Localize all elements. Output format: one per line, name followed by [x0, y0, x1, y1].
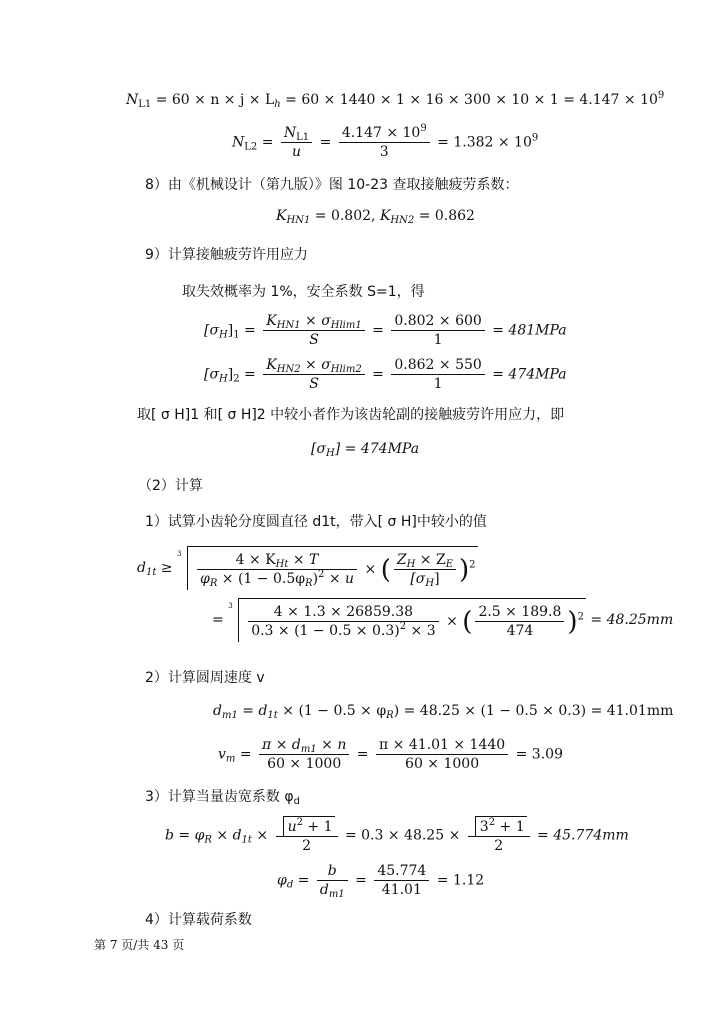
eq-text: × T — [288, 552, 319, 568]
eq-sup: 2 — [488, 817, 496, 828]
eq-text: = 45.774mm — [532, 827, 629, 844]
eq-sup: 2 — [577, 611, 584, 623]
fraction — [317, 862, 348, 899]
equation-phi-d: $\varphi_d$ = $\frac{b}{d_{m1}}$ = $\frac{45.774}{41.01}$ = 1.12 — [277, 863, 485, 900]
fraction — [394, 551, 456, 588]
eq-sub: H — [326, 448, 335, 459]
eq-text: ≥ — [156, 560, 177, 576]
eq-text: = 474MPa — [487, 366, 567, 383]
square-root — [279, 816, 335, 836]
eq-text: K — [266, 357, 277, 373]
eq-text: N — [283, 125, 297, 141]
eq-sub: R — [386, 710, 394, 721]
eq-sup: 2 — [469, 559, 476, 571]
eq-text: K — [276, 208, 287, 224]
choose-text: 取[ σ H]1 和[ σ H]2 中较小者作为该齿轮副的接触疲劳许用应力，即 — [137, 407, 565, 423]
eq-text: [σ — [204, 366, 220, 383]
square-root — [471, 816, 527, 836]
eq-sub: Hlim1 — [330, 320, 362, 331]
eq-text: × σ — [300, 313, 331, 329]
eq-text: 2 — [302, 838, 311, 854]
eq-text: π × d — [262, 737, 301, 753]
equation-sigma-h — [311, 441, 419, 457]
eq-text: N — [232, 134, 245, 151]
eq-sub: Hlim2 — [330, 364, 362, 375]
eq-sub: m — [225, 753, 236, 765]
eq-text: N — [126, 92, 139, 108]
eq-text: b — [317, 862, 348, 881]
root-index: 3 — [177, 550, 182, 558]
fraction — [475, 603, 564, 640]
right-paren: ) — [459, 554, 470, 585]
eq-text: ] — [227, 366, 234, 383]
eq-sup: 2 — [399, 621, 407, 632]
equation-d1t — [137, 546, 478, 590]
eq-text: × — [441, 613, 463, 630]
eq-sub: HN1 — [276, 320, 301, 331]
eq-text: 45.774 — [374, 862, 429, 881]
eq-sub: h — [274, 99, 281, 110]
eq-text: [σ — [410, 571, 426, 587]
eq-text: × n — [316, 737, 347, 753]
eq-sub: m1 — [328, 889, 345, 900]
eq-sub: d — [286, 879, 294, 891]
eq-text: 2 — [494, 838, 504, 854]
eq-sup: 9 — [420, 123, 427, 134]
fraction — [259, 736, 349, 773]
eq-sub: R — [209, 578, 218, 589]
eq-text: = 0.3 × 48.25 × — [340, 827, 465, 844]
eq-text: b = φ — [165, 827, 205, 844]
eq-text: = 60 × n × j × L — [151, 92, 275, 108]
eq-text: [σ — [204, 322, 220, 339]
step-8-text: 8）由《机械设计（第九版）》图 10-23 查取接触疲劳系数： — [145, 177, 519, 193]
eq-text: = 1.12 — [432, 872, 485, 889]
root-index: 3 — [228, 602, 233, 610]
eq-text: × — [360, 561, 381, 578]
fraction — [376, 736, 508, 773]
eq-text: 2.5 × 189.8 — [475, 603, 564, 622]
equation-khn — [276, 208, 475, 224]
eq-text: = 60 × 1440 × 1 × 16 × 300 × 10 × 1 = 4.147 × 10 — [280, 92, 658, 108]
eq-sub: 1t — [267, 710, 278, 721]
eq-sub: R — [305, 578, 313, 589]
right-paren: ) — [567, 606, 578, 637]
fraction — [248, 603, 438, 640]
eq-text: + 1 — [302, 819, 333, 835]
equation-dm1 — [213, 703, 673, 719]
fraction — [263, 312, 364, 349]
fraction — [391, 356, 484, 393]
eq-sub: H — [406, 559, 416, 570]
eq-sub: E — [445, 559, 454, 570]
equation-d1t-numeric — [212, 598, 673, 642]
fraction — [468, 816, 530, 855]
section-2-heading: （2）计算 — [138, 478, 203, 494]
eq-sub: HN1 — [286, 215, 311, 226]
eq-text: 41.01 — [381, 882, 422, 898]
eq-sub: 1 — [233, 329, 240, 341]
eq-text: = 3.09 — [511, 746, 563, 763]
eq-text: 4 × 1.3 × 26859.38 — [248, 603, 438, 622]
eq-text: Z — [396, 552, 407, 568]
eq-sub: m1 — [300, 744, 317, 755]
fraction — [197, 551, 357, 588]
step-9-text: 9）计算接触疲劳许用应力 — [145, 247, 308, 263]
eq-text: d — [319, 882, 329, 898]
eq-sup: 2 — [318, 569, 325, 580]
eq-text: 3 — [479, 819, 489, 835]
step-3-label: 3）计算当量齿宽系数 φ — [145, 789, 294, 805]
fraction — [276, 816, 338, 855]
eq-sub: Ht — [275, 559, 289, 570]
eq-sub: m1 — [221, 710, 238, 721]
cube-root — [228, 598, 586, 642]
eq-text: d — [137, 560, 146, 576]
cube-root — [177, 546, 478, 590]
eq-text: u — [292, 144, 302, 160]
eq-text: = 481MPa — [487, 322, 567, 339]
eq-text: = 0.862 — [414, 208, 475, 224]
fraction — [281, 124, 312, 161]
eq-sub: H — [425, 578, 435, 589]
step-2-text: 2）计算圆周速度 v — [145, 670, 265, 686]
eq-text: u — [287, 819, 297, 835]
eq-text: 0.802 × 600 — [391, 312, 484, 331]
step-4-text: 4）计算载荷系数 — [145, 912, 252, 928]
eq-text: ] = 474MPa — [334, 441, 420, 457]
eq-text: ) = 48.25 × (1 − 0.5 × 0.3) = 41.01mm — [393, 703, 674, 719]
eq-text: 1 — [433, 332, 443, 348]
eq-text: × (1 − 0.5φ — [217, 571, 306, 587]
eq-sub: 1t — [145, 567, 157, 578]
eq-sup: 2 — [296, 817, 303, 828]
eq-text: = 48.25mm — [585, 612, 674, 628]
left-paren: ( — [462, 606, 473, 637]
step-3-sub: d — [293, 796, 300, 807]
equation-nl1 — [126, 92, 664, 108]
eq-text: S — [309, 332, 319, 348]
fraction — [391, 312, 484, 349]
eq-sub: HN2 — [390, 215, 415, 226]
eq-sup: 9 — [531, 132, 539, 144]
eq-text: 1 — [433, 376, 443, 392]
eq-sub: HN2 — [276, 364, 301, 375]
eq-sub: 1t — [241, 834, 252, 846]
eq-text: × d — [211, 827, 242, 844]
equation-vm: $v_m$ = $\frac{\pi \times d_{m1} \times n}{60 \times 1000}$ = $\frac{\pi \times 41.01 \times 1440}{60 \times 1000}$ = 3.09 — [218, 737, 563, 772]
step-3-text — [145, 786, 300, 806]
eq-text: 0.862 × 550 — [391, 356, 484, 375]
eq-sub: L1 — [138, 99, 152, 110]
eq-text: = d — [237, 703, 268, 719]
equation-b — [165, 816, 629, 855]
eq-text: ] — [434, 571, 440, 587]
eq-text: + 1 — [495, 819, 525, 835]
equation-sigma-h1: $[\sigma_H]_1$ = $\frac{K_{HN1} \times \sigma_{Hlim1}}{S}$ = $\frac{0.802 \times 600}{1}$ = 481MPa — [204, 313, 567, 348]
eq-sub: L2 — [244, 141, 258, 153]
fraction — [263, 356, 364, 393]
eq-text: 0.3 × (1 − 0.5 × 0.3) — [251, 623, 400, 639]
step-1-text: 1）试算小齿轮分度圆直径 d1t，带入[ σ H]中较小的值 — [145, 514, 487, 530]
eq-text: π × 41.01 × 1440 — [376, 736, 508, 755]
eq-text: = 1.382 × 10 — [432, 134, 532, 151]
eq-sub: R — [204, 834, 212, 846]
left-paren: ( — [380, 554, 391, 585]
eq-text: v — [218, 746, 226, 763]
page-footer: 第 7 页/共 43 页 — [94, 938, 185, 952]
eq-text: φ — [200, 571, 210, 587]
eq-text: 3 — [379, 144, 389, 160]
eq-text: φ — [277, 872, 287, 889]
fraction — [374, 862, 429, 899]
eq-sub: H — [219, 329, 228, 341]
eq-text: 60 × 1000 — [267, 756, 342, 772]
eq-text: 4 × K — [235, 552, 276, 568]
eq-sub: H — [219, 373, 228, 385]
eq-text: 60 × 1000 — [405, 756, 480, 772]
equation-sigma-h2: $[\sigma_H]_2$ = $\frac{K_{HN2} \times \sigma_{Hlim2}}{S}$ = $\frac{0.862 \times 550}{1}$ = 474MPa — [204, 357, 567, 392]
eq-text: = — [212, 612, 229, 628]
eq-text: ) — [312, 571, 319, 587]
equation-nl2: $N_{L2}$ = $\frac{N_{L1}}{u}$ = $\frac{4.147 \times 10^9}{3}$ = $1.382 \times 10^9$ — [232, 123, 539, 160]
step-9-description: 取失效概率为 1%，安全系数 S=1，得 — [182, 284, 425, 300]
eq-sub: 2 — [233, 373, 240, 385]
eq-text: × Z — [415, 552, 446, 568]
eq-text: [σ — [311, 441, 327, 457]
eq-sup: 9 — [657, 90, 665, 101]
eq-text: ] — [227, 322, 234, 339]
fraction — [339, 124, 430, 161]
eq-text: × σ — [300, 357, 331, 373]
eq-text: = 0.802, — [310, 208, 380, 224]
eq-text: K — [379, 208, 391, 224]
eq-text: d — [213, 703, 222, 719]
eq-text: S — [309, 376, 319, 392]
eq-text: K — [266, 313, 277, 329]
eq-text: × (1 − 0.5 × φ — [277, 703, 387, 719]
eq-text: 474 — [506, 623, 534, 639]
eq-sub: L1 — [296, 132, 310, 143]
eq-text: × — [251, 827, 273, 844]
eq-text: × u — [324, 571, 355, 587]
eq-text: × 3 — [406, 623, 436, 639]
eq-text: 4.147 × 10 — [341, 125, 421, 141]
